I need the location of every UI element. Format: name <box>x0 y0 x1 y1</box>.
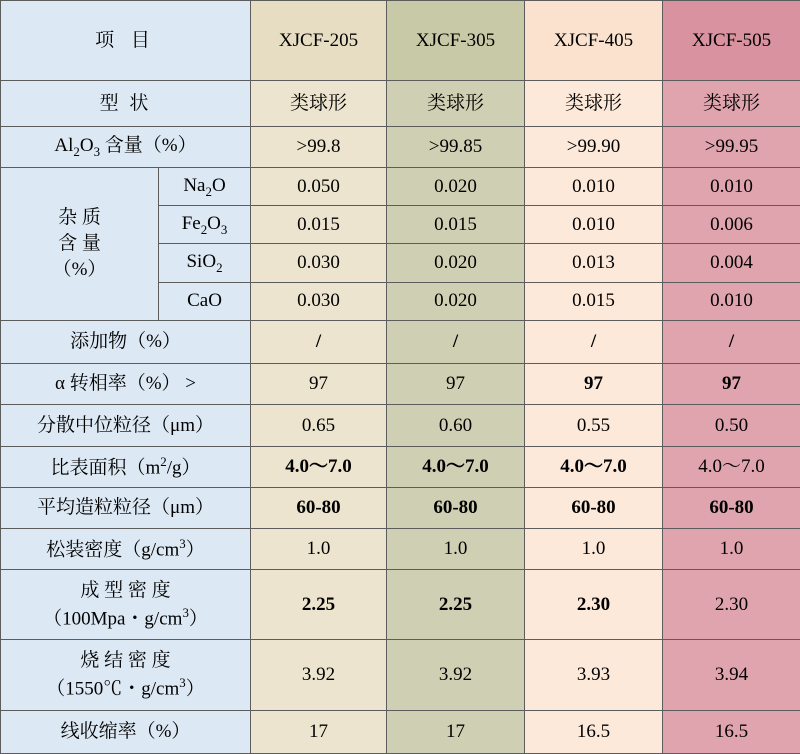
cell-shrinkage-2: 17 <box>387 710 525 753</box>
table-row-median-diameter <box>1 405 800 446</box>
row-label-shape: 型 状 <box>1 81 251 126</box>
table-row-al2o3 <box>1 126 800 167</box>
cell-na2o-2: 0.020 <box>387 168 525 206</box>
row-label-alpha-conversion: α 转相率（%） > <box>1 364 251 405</box>
cell-cao-2: 0.020 <box>387 282 525 320</box>
cell-shrinkage-4: 16.5 <box>663 710 800 753</box>
cell-additive-1: / <box>251 320 387 363</box>
header-model-1: XJCF-205 <box>251 1 387 81</box>
table-row-granule-size <box>1 487 800 528</box>
cell-surface-3: 4.0～7.0 <box>525 446 663 487</box>
cell-green-4: 2.30 <box>663 570 800 640</box>
row-label-green-density: 成 型 密 度 （100Mpa・$g/cm^3$） <box>1 570 251 640</box>
cell-bulk-4: 1.0 <box>663 529 800 570</box>
table-row-sintered-density <box>1 640 800 710</box>
cell-sintered-2: 3.92 <box>387 640 525 710</box>
cell-additive-4: / <box>663 320 800 363</box>
cell-granule-3: 60-80 <box>525 487 663 528</box>
header-model-4: XJCF-505 <box>663 1 800 81</box>
cell-additive-2: / <box>387 320 525 363</box>
row-label-sintered-density: 烧 结 密 度 （1550℃・$g/cm^3$） <box>1 640 251 710</box>
row-label-impurity-group: 杂 质 含 量 （%） <box>1 168 159 321</box>
cell-cao-1: 0.030 <box>251 282 387 320</box>
cell-bulk-3: 1.0 <box>525 529 663 570</box>
cell-fe2o3-2: 0.015 <box>387 206 525 244</box>
cell-green-3: 2.30 <box>525 570 663 640</box>
cell-shape-1: 类球形 <box>251 81 387 126</box>
row-label-linear-shrinkage: 线收缩率（%） <box>1 710 251 753</box>
table-row-additive <box>1 320 800 363</box>
cell-shape-2: 类球形 <box>387 81 525 126</box>
cell-shrinkage-1: 17 <box>251 710 387 753</box>
cell-bulk-1: 1.0 <box>251 529 387 570</box>
cell-na2o-3: 0.010 <box>525 168 663 206</box>
cell-alpha-4: 97 <box>663 364 800 405</box>
cell-fe2o3-4: 0.006 <box>663 206 800 244</box>
header-item-label: 项 目 <box>1 1 251 81</box>
row-label-specific-surface: 比表面积$(m^2/g)$ <box>1 446 251 487</box>
cell-al2o3-2: >99.85 <box>387 126 525 167</box>
cell-shrinkage-3: 16.5 <box>525 710 663 753</box>
cell-al2o3-4: >99.95 <box>663 126 800 167</box>
table-row-linear-shrinkage <box>1 710 800 753</box>
header-model-3: XJCF-405 <box>525 1 663 81</box>
cell-median-4: 0.50 <box>663 405 800 446</box>
row-sublabel-cao: CaO <box>159 282 251 320</box>
cell-sintered-3: 3.93 <box>525 640 663 710</box>
row-label-granule-size: 平均造粒粒径（μm） <box>1 487 251 528</box>
header-model-2: XJCF-305 <box>387 1 525 81</box>
table-row-specific-surface <box>1 446 800 487</box>
cell-surface-4: 4.0～7.0 <box>663 446 800 487</box>
cell-green-2: 2.25 <box>387 570 525 640</box>
table-row-green-density <box>1 570 800 640</box>
cell-cao-4: 0.010 <box>663 282 800 320</box>
row-label-bulk-density: 松装密度$(g/cm^3)$ <box>1 529 251 570</box>
cell-sintered-1: 3.92 <box>251 640 387 710</box>
cell-bulk-2: 1.0 <box>387 529 525 570</box>
table-header-row <box>1 1 800 81</box>
cell-na2o-4: 0.010 <box>663 168 800 206</box>
table-row-shape <box>1 81 800 126</box>
cell-shape-3: 类球形 <box>525 81 663 126</box>
cell-sio2-2: 0.020 <box>387 244 525 282</box>
cell-median-3: 0.55 <box>525 405 663 446</box>
cell-al2o3-3: >99.90 <box>525 126 663 167</box>
cell-alpha-3: 97 <box>525 364 663 405</box>
cell-surface-1: 4.0～7.0 <box>251 446 387 487</box>
cell-fe2o3-3: 0.010 <box>525 206 663 244</box>
table-row-na2o <box>1 168 800 206</box>
cell-alpha-1: 97 <box>251 364 387 405</box>
cell-sio2-3: 0.013 <box>525 244 663 282</box>
row-sublabel-fe2o3: $Fe_2O_3$ <box>159 206 251 244</box>
cell-al2o3-1: >99.8 <box>251 126 387 167</box>
cell-alpha-2: 97 <box>387 364 525 405</box>
cell-median-1: 0.65 <box>251 405 387 446</box>
row-label-median-diameter: 分散中位粒径（μm） <box>1 405 251 446</box>
cell-surface-2: 4.0～7.0 <box>387 446 525 487</box>
cell-fe2o3-1: 0.015 <box>251 206 387 244</box>
cell-granule-2: 60-80 <box>387 487 525 528</box>
table-row-bulk-density <box>1 529 800 570</box>
row-label-additive: 添加物（%） <box>1 320 251 363</box>
row-sublabel-na2o: $Na_2O$ <box>159 168 251 206</box>
cell-granule-1: 60-80 <box>251 487 387 528</box>
cell-sio2-4: 0.004 <box>663 244 800 282</box>
cell-na2o-1: 0.050 <box>251 168 387 206</box>
table-row-alpha-conversion <box>1 364 800 405</box>
cell-shape-4: 类球形 <box>663 81 800 126</box>
cell-green-1: 2.25 <box>251 570 387 640</box>
cell-additive-3: / <box>525 320 663 363</box>
cell-median-2: 0.60 <box>387 405 525 446</box>
cell-sintered-4: 3.94 <box>663 640 800 710</box>
row-sublabel-sio2: SiO$_2$ <box>159 244 251 282</box>
row-label-al2o3: $Al_2O_3$ 含量（%） <box>1 126 251 167</box>
cell-sio2-1: 0.030 <box>251 244 387 282</box>
cell-granule-4: 60-80 <box>663 487 800 528</box>
cell-cao-3: 0.015 <box>525 282 663 320</box>
